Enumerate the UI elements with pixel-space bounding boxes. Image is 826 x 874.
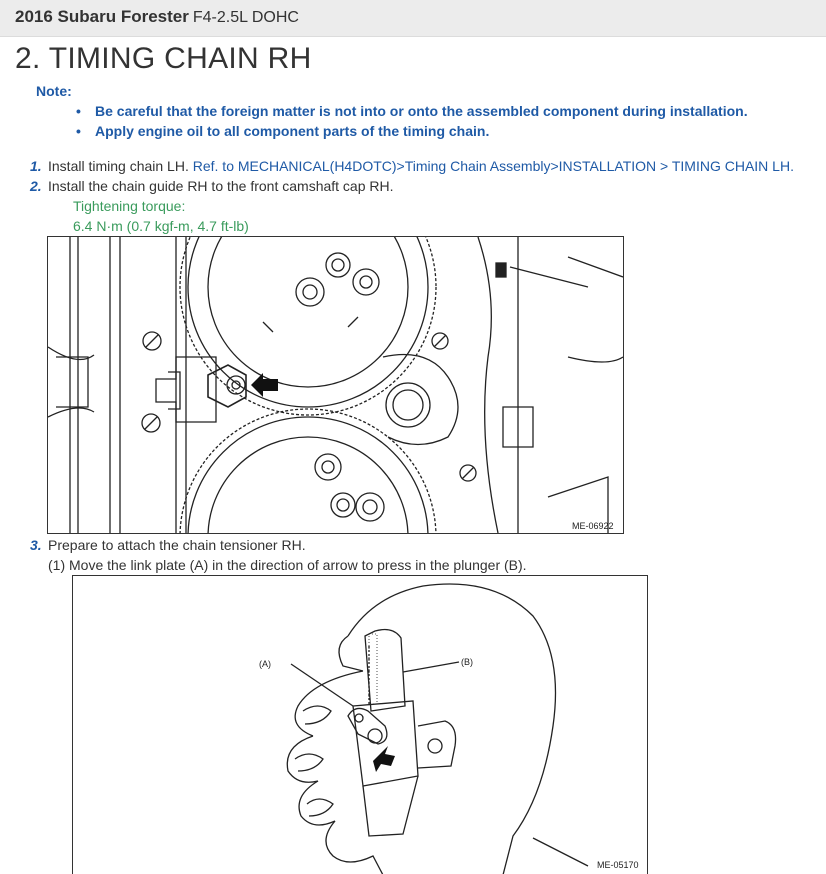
step-3 bbox=[30, 537, 306, 553]
step-1 bbox=[30, 158, 794, 174]
note-label: Note: bbox=[36, 83, 72, 99]
engine-name: F4-2.5L DOHC bbox=[192, 9, 299, 26]
vehicle-title bbox=[15, 7, 299, 27]
note-item bbox=[76, 103, 748, 119]
step-text: Prepare to attach the chain tensioner RH. bbox=[48, 537, 306, 553]
bullet-icon: • bbox=[76, 103, 81, 119]
step-number: 1. bbox=[30, 158, 42, 174]
bullet-icon: • bbox=[76, 123, 81, 139]
note-item-text: Be careful that the foreign matter is not into or onto the assembled component during installation. bbox=[95, 103, 748, 119]
figure-code: ME-06922 bbox=[572, 521, 614, 531]
substep-1: (1) Move the link plate (A) in the direction of arrow to press in the plunger (B). bbox=[48, 557, 527, 573]
label-a: (A) bbox=[259, 659, 271, 669]
label-b: (B) bbox=[461, 657, 473, 667]
timing-chain-figure bbox=[47, 236, 624, 534]
step-2 bbox=[30, 178, 394, 194]
step-number: 3. bbox=[30, 537, 42, 553]
hand-tensioner-illustration bbox=[73, 576, 647, 874]
torque-label: Tightening torque: bbox=[73, 198, 186, 214]
note-item bbox=[76, 123, 489, 139]
note-item-text: Apply engine oil to all component parts of the timing chain. bbox=[95, 123, 490, 139]
step-text: Install timing chain LH. bbox=[48, 158, 193, 174]
page-title: 2. TIMING CHAIN RH bbox=[15, 42, 312, 75]
figure-code: ME-05170 bbox=[597, 860, 639, 870]
vehicle-name: 2016 Subaru Forester bbox=[15, 7, 189, 26]
reference-link[interactable]: Ref. to MECHANICAL(H4DOTC)>Timing Chain Assembly>INSTALLATION > TIMING CHAIN LH. bbox=[192, 158, 794, 174]
step-text: Install the chain guide RH to the front camshaft cap RH. bbox=[48, 178, 394, 194]
torque-value: 6.4 N·m (0.7 kgf-m, 4.7 ft-lb) bbox=[73, 218, 249, 234]
chain-tensioner-figure bbox=[72, 575, 648, 874]
timing-chain-illustration bbox=[48, 237, 623, 533]
page-header bbox=[0, 0, 826, 37]
step-number: 2. bbox=[30, 178, 42, 194]
